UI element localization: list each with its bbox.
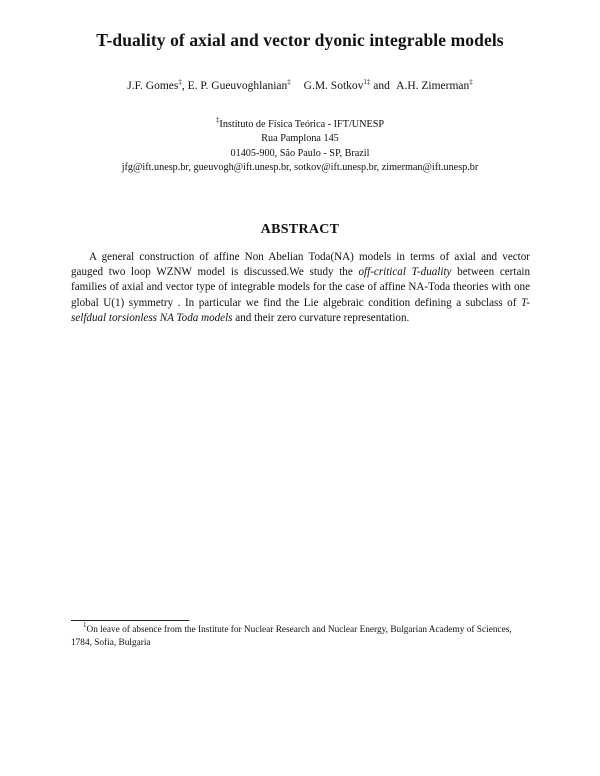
- abstract-emphasis: off-critical T-duality: [358, 266, 452, 279]
- institute-name: Instituto de Física Teórica - IFT/UNESP: [219, 119, 385, 130]
- paper-title: T-duality of axial and vector dyonic integrable models: [96, 30, 504, 50]
- abstract-segment: A general construction of affine Non Abelian Toda(NA) models in terms of axial and vector gauged two loop WZNW model is discussed.We study the: [71, 251, 530, 279]
- abstract-text: [71, 250, 530, 326]
- affiliation-mark: ‡: [178, 78, 182, 86]
- affiliation-block: [0, 118, 600, 176]
- author-name: G.M. Sotkov: [303, 80, 364, 92]
- email-list: jfg@ift.unesp.br, gueuvogh@ift.unesp.br, sotkov@ift.unesp.br, zimerman@ift.unesp.br: [121, 162, 479, 174]
- affiliation-mark: ‡: [287, 78, 291, 86]
- author-conjunction: and: [373, 80, 390, 92]
- abstract-segment: and their zero curvature representation.: [232, 311, 410, 324]
- author-name: A.H. Zimerman: [396, 80, 470, 92]
- footnote-text: On leave of absence from the Institute for Nuclear Research and Nuclear Energy, Bulgarian Academy of Sciences, 1784, Sofia, Bulgaria: [71, 625, 512, 648]
- footnote-mark: 1: [83, 621, 87, 629]
- footnote: [71, 621, 530, 649]
- institute-line: [0, 118, 600, 132]
- affiliation-mark: ‡: [469, 78, 473, 86]
- street-address: Rua Pamplona 145: [261, 133, 339, 145]
- abstract-segment: between certain families of axial and vector type of integrable models for the case of affine NA-Toda theories with one global U(1) symmetry . In particular we find the Lie algebraic condition defining a subclass of: [71, 266, 531, 309]
- author-name: J.F. Gomes: [127, 80, 179, 92]
- abstract-emphasis: T-selfdual torsionless NA Toda models: [71, 296, 530, 324]
- affiliation-mark: 1‡: [363, 78, 371, 86]
- city-address: 01405-900, São Paulo - SP, Brazil: [230, 147, 370, 159]
- abstract-heading: ABSTRACT: [260, 222, 340, 237]
- author-name: E. P. Gueuvoghlanian: [187, 80, 288, 92]
- author-list: J.F. Gomes‡, E. P. Gueuvoghlanian‡ G.M. Sotkov$^{1\ddagger}$ and A.H. Zimerman‡: [127, 78, 473, 92]
- footnote-rule: [71, 620, 189, 621]
- affiliation-mark: ‡: [215, 116, 220, 124]
